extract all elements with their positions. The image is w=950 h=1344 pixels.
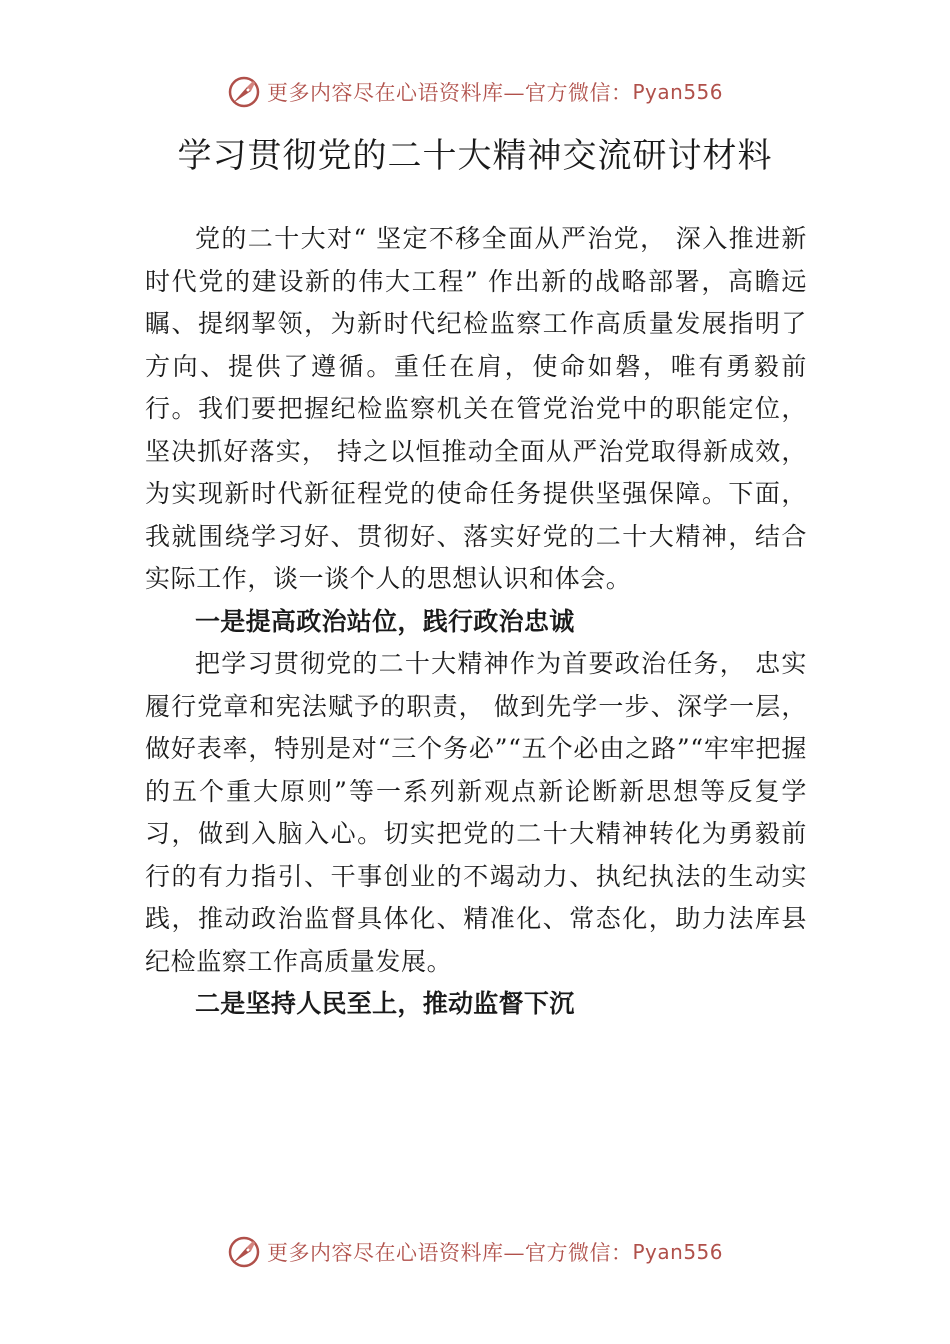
document-title: 学习贯彻党的二十大精神交流研讨材料: [177, 136, 773, 176]
pen-nib-logo-icon: [227, 1235, 261, 1269]
header-banner: [0, 72, 950, 112]
section1-heading: 一是提高政治站位，践行政治忠诚: [195, 606, 575, 636]
intro-paragraph: 党的二十大对“ 坚定不移全面从严治党， 深入推进新时代党的建设新的伟大工程” 作出新的战略部署，高瞻远瞩、提纲挈领，为新时代纪检监察工作高质量发展指明了方向、提供了遵循。重任在肩，使命如磐，唯有勇毅前行。我们要把握纪检监察机关在管党治党中的职能定位， 坚决抓好落实， 持之以恒推动全面从严治党取得新成效，为实现新时代新征程党的使命任务提供坚强保障。下面，我就围绕学习好、贯彻好、落实好党的二十大精神，结合实际工作，谈一谈个人的思想认识和体会。: [145, 224, 807, 593]
footer-banner-text: 更多内容尽在心语资料库—官方微信：: [266, 1241, 633, 1265]
header-banner-text: 更多内容尽在心语资料库—官方微信：: [266, 81, 633, 105]
pen-nib-logo-icon: [227, 75, 261, 109]
section1-paragraph: 把学习贯彻党的二十大精神作为首要政治任务， 忠实履行党章和宪法赋予的职责， 做到先学一步、深学一层，做好表率，特别是对“三个务必”“五个必由之路”“牢牢把握的五个重大原则”等一系列新观点新论断新思想等反复学习，做到入脑入心。切实把党的二十大精神转化为勇毅前行的有力指引、干事创业的不竭动力、执纪执法的生动实践，推动政治监督具体化、精准化、常态化，助力法库县纪检监察工作高质量发展。: [145, 649, 807, 976]
header-banner-wechat-id: Pyan556: [632, 80, 723, 104]
document-body: [145, 218, 807, 1026]
footer-banner: [0, 1232, 950, 1272]
section2-heading: 二是坚持人民至上，推动监督下沉: [195, 989, 575, 1018]
footer-banner-wechat-id: Pyan556: [632, 1240, 723, 1264]
